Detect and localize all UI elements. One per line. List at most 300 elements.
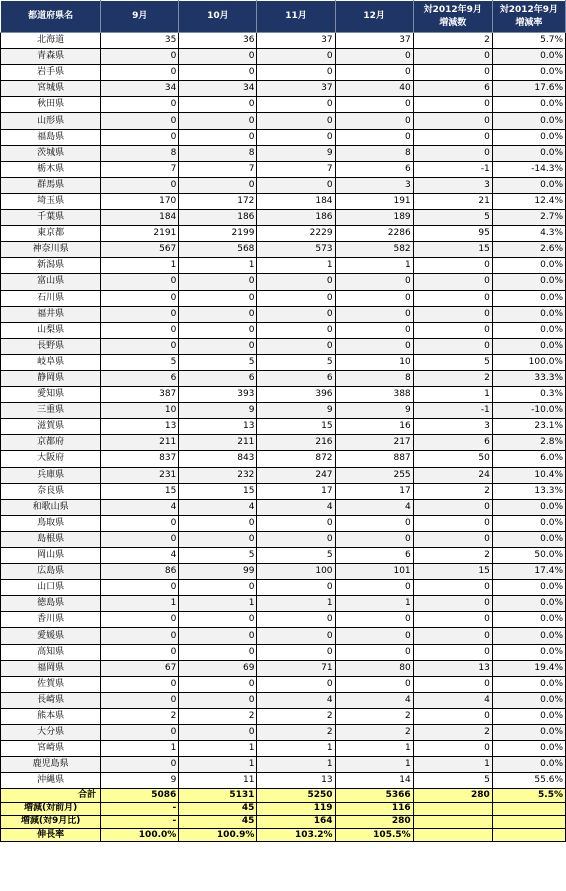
cell-nov-value: 4 [257, 499, 335, 515]
table-row [1, 33, 566, 49]
table-row [1, 387, 566, 403]
cell-prefecture-name: 山口県 [1, 580, 101, 596]
table-row [1, 81, 566, 97]
table-row [1, 97, 566, 113]
cell-sep-value: 0 [101, 628, 179, 644]
cell-nov-value: 0 [257, 580, 335, 596]
summary-change-rate [492, 828, 565, 841]
cell-change-rate: 0.0% [492, 628, 565, 644]
cell-oct-value: 0 [179, 580, 257, 596]
cell-dec-value: 0 [335, 322, 413, 338]
cell-oct-value: 4 [179, 499, 257, 515]
cell-prefecture-name: 沖縄県 [1, 773, 101, 789]
cell-oct-value: 1 [179, 741, 257, 757]
cell-oct-value: 6 [179, 370, 257, 386]
cell-change-rate: -14.3% [492, 161, 565, 177]
cell-nov-value: 2 [257, 725, 335, 741]
cell-nov-value: 2 [257, 708, 335, 724]
cell-change-count: -1 [413, 403, 492, 419]
cell-change-count: 24 [413, 467, 492, 483]
summary-nov-value: 5250 [257, 789, 335, 802]
table-row [1, 193, 566, 209]
table-row [1, 725, 566, 741]
cell-change-count: 95 [413, 226, 492, 242]
cell-sep-value: 0 [101, 322, 179, 338]
cell-dec-value: 0 [335, 531, 413, 547]
cell-nov-value: 0 [257, 531, 335, 547]
cell-nov-value: 0 [257, 290, 335, 306]
cell-oct-value: 0 [179, 290, 257, 306]
cell-dec-value: 1 [335, 596, 413, 612]
cell-oct-value: 13 [179, 419, 257, 435]
cell-change-count: 3 [413, 419, 492, 435]
header-row [1, 1, 566, 33]
summary-row [1, 828, 566, 841]
cell-change-count: 15 [413, 564, 492, 580]
cell-oct-value: 1 [179, 757, 257, 773]
cell-change-rate: -10.0% [492, 403, 565, 419]
cell-change-rate: 2.6% [492, 242, 565, 258]
table-row [1, 226, 566, 242]
table-row [1, 644, 566, 660]
cell-prefecture-name: 大分県 [1, 725, 101, 741]
cell-change-rate: 0.0% [492, 113, 565, 129]
cell-change-count: 0 [413, 580, 492, 596]
cell-nov-value: 872 [257, 451, 335, 467]
cell-change-count: 0 [413, 97, 492, 113]
cell-change-rate: 0.0% [492, 676, 565, 692]
table-row [1, 258, 566, 274]
cell-change-rate: 5.7% [492, 33, 565, 49]
cell-change-count: 2 [413, 548, 492, 564]
cell-oct-value: 8 [179, 145, 257, 161]
summary-prefecture-name: 合計 [1, 789, 101, 802]
cell-prefecture-name: 福岡県 [1, 660, 101, 676]
table-row [1, 596, 566, 612]
header-prefecture: 都道府県名 [1, 1, 101, 33]
cell-sep-value: 4 [101, 499, 179, 515]
cell-change-rate: 50.0% [492, 548, 565, 564]
cell-oct-value: 0 [179, 612, 257, 628]
cell-prefecture-name: 神奈川県 [1, 242, 101, 258]
cell-change-count: 0 [413, 129, 492, 145]
cell-prefecture-name: 山形県 [1, 113, 101, 129]
header-change-count: 対2012年9月 増減数 [413, 1, 492, 33]
cell-dec-value: 101 [335, 564, 413, 580]
cell-change-count: 0 [413, 322, 492, 338]
cell-sep-value: 1 [101, 741, 179, 757]
cell-nov-value: 0 [257, 515, 335, 531]
cell-sep-value: 0 [101, 676, 179, 692]
cell-change-rate: 0.0% [492, 708, 565, 724]
cell-sep-value: 0 [101, 338, 179, 354]
cell-sep-value: 170 [101, 193, 179, 209]
summary-change-count [413, 802, 492, 815]
cell-prefecture-name: 福井県 [1, 306, 101, 322]
table-row [1, 676, 566, 692]
cell-sep-value: 0 [101, 531, 179, 547]
cell-change-count: 2 [413, 33, 492, 49]
cell-sep-value: 0 [101, 177, 179, 193]
cell-change-count: 2 [413, 483, 492, 499]
cell-sep-value: 231 [101, 467, 179, 483]
cell-oct-value: 0 [179, 177, 257, 193]
cell-oct-value: 0 [179, 692, 257, 708]
cell-dec-value: 0 [335, 338, 413, 354]
table-row [1, 708, 566, 724]
cell-prefecture-name: 青森県 [1, 49, 101, 65]
cell-oct-value: 0 [179, 676, 257, 692]
cell-change-count: 6 [413, 81, 492, 97]
cell-change-rate: 0.0% [492, 322, 565, 338]
cell-change-count: 0 [413, 628, 492, 644]
table-row [1, 161, 566, 177]
cell-dec-value: 16 [335, 419, 413, 435]
summary-nov-value: 164 [257, 815, 335, 828]
table-row [1, 515, 566, 531]
cell-prefecture-name: 長崎県 [1, 692, 101, 708]
cell-dec-value: 0 [335, 274, 413, 290]
cell-oct-value: 0 [179, 129, 257, 145]
summary-prefecture-name: 伸長率 [1, 828, 101, 841]
cell-sep-value: 837 [101, 451, 179, 467]
cell-nov-value: 0 [257, 676, 335, 692]
summary-row [1, 789, 566, 802]
cell-dec-value: 4 [335, 692, 413, 708]
cell-nov-value: 216 [257, 435, 335, 451]
cell-sep-value: 10 [101, 403, 179, 419]
cell-nov-value: 1 [257, 258, 335, 274]
cell-nov-value: 2229 [257, 226, 335, 242]
cell-prefecture-name: 熊本県 [1, 708, 101, 724]
cell-dec-value: 189 [335, 210, 413, 226]
summary-nov-value: 119 [257, 802, 335, 815]
cell-change-rate: 0.0% [492, 258, 565, 274]
table-row [1, 370, 566, 386]
cell-dec-value: 40 [335, 81, 413, 97]
cell-dec-value: 0 [335, 113, 413, 129]
cell-dec-value: 2286 [335, 226, 413, 242]
cell-sep-value: 0 [101, 306, 179, 322]
cell-oct-value: 0 [179, 274, 257, 290]
cell-change-rate: 0.0% [492, 129, 565, 145]
cell-sep-value: 13 [101, 419, 179, 435]
table-row [1, 354, 566, 370]
cell-dec-value: 0 [335, 65, 413, 81]
cell-change-rate: 0.0% [492, 97, 565, 113]
summary-oct-value: 45 [179, 815, 257, 828]
cell-oct-value: 0 [179, 338, 257, 354]
summary-nov-value: 103.2% [257, 828, 335, 841]
cell-dec-value: 0 [335, 97, 413, 113]
table-row [1, 210, 566, 226]
cell-oct-value: 232 [179, 467, 257, 483]
cell-sep-value: 184 [101, 210, 179, 226]
cell-sep-value: 0 [101, 97, 179, 113]
cell-change-rate: 17.6% [492, 81, 565, 97]
cell-change-count: 0 [413, 499, 492, 515]
summary-sep-value: - [101, 815, 179, 828]
cell-change-count: 0 [413, 274, 492, 290]
cell-change-count: 5 [413, 210, 492, 226]
table-row [1, 773, 566, 789]
cell-change-count: 6 [413, 435, 492, 451]
cell-nov-value: 9 [257, 145, 335, 161]
cell-nov-value: 0 [257, 97, 335, 113]
cell-nov-value: 573 [257, 242, 335, 258]
cell-dec-value: 887 [335, 451, 413, 467]
cell-dec-value: 10 [335, 354, 413, 370]
cell-prefecture-name: 茨城県 [1, 145, 101, 161]
cell-nov-value: 0 [257, 612, 335, 628]
cell-prefecture-name: 福島県 [1, 129, 101, 145]
cell-dec-value: 0 [335, 49, 413, 65]
table-row [1, 403, 566, 419]
summary-dec-value: 116 [335, 802, 413, 815]
cell-change-count: 0 [413, 676, 492, 692]
cell-change-rate: 6.0% [492, 451, 565, 467]
cell-dec-value: 217 [335, 435, 413, 451]
cell-oct-value: 0 [179, 65, 257, 81]
cell-prefecture-name: 長野県 [1, 338, 101, 354]
header-change-rate: 対2012年9月 増減率 [492, 1, 565, 33]
cell-prefecture-name: 鳥取県 [1, 515, 101, 531]
header-december: 12月 [335, 1, 413, 33]
cell-nov-value: 1 [257, 596, 335, 612]
cell-change-rate: 13.3% [492, 483, 565, 499]
cell-sep-value: 2 [101, 708, 179, 724]
table-row [1, 274, 566, 290]
cell-prefecture-name: 滋賀県 [1, 419, 101, 435]
cell-change-rate: 0.0% [492, 692, 565, 708]
cell-nov-value: 17 [257, 483, 335, 499]
cell-oct-value: 5 [179, 548, 257, 564]
header-october: 10月 [179, 1, 257, 33]
cell-sep-value: 67 [101, 660, 179, 676]
cell-nov-value: 37 [257, 81, 335, 97]
cell-oct-value: 393 [179, 387, 257, 403]
cell-nov-value: 0 [257, 113, 335, 129]
cell-oct-value: 15 [179, 483, 257, 499]
summary-oct-value: 45 [179, 802, 257, 815]
cell-dec-value: 0 [335, 306, 413, 322]
cell-oct-value: 11 [179, 773, 257, 789]
cell-oct-value: 1 [179, 258, 257, 274]
cell-oct-value: 5 [179, 354, 257, 370]
cell-prefecture-name: 島根県 [1, 531, 101, 547]
cell-oct-value: 9 [179, 403, 257, 419]
table-row [1, 338, 566, 354]
cell-dec-value: 1 [335, 258, 413, 274]
cell-dec-value: 2 [335, 725, 413, 741]
summary-dec-value: 5366 [335, 789, 413, 802]
cell-sep-value: 9 [101, 773, 179, 789]
cell-change-count: 50 [413, 451, 492, 467]
cell-prefecture-name: 大阪府 [1, 451, 101, 467]
cell-change-count: 0 [413, 515, 492, 531]
cell-dec-value: 0 [335, 129, 413, 145]
cell-sep-value: 567 [101, 242, 179, 258]
cell-nov-value: 0 [257, 338, 335, 354]
table-row [1, 564, 566, 580]
cell-oct-value: 0 [179, 49, 257, 65]
cell-sep-value: 6 [101, 370, 179, 386]
cell-oct-value: 7 [179, 161, 257, 177]
cell-change-rate: 0.0% [492, 499, 565, 515]
cell-oct-value: 211 [179, 435, 257, 451]
cell-prefecture-name: 奈良県 [1, 483, 101, 499]
cell-change-count: 0 [413, 596, 492, 612]
cell-dec-value: 191 [335, 193, 413, 209]
cell-sep-value: 34 [101, 81, 179, 97]
cell-dec-value: 17 [335, 483, 413, 499]
cell-change-rate: 19.4% [492, 660, 565, 676]
summary-change-rate [492, 802, 565, 815]
cell-oct-value: 186 [179, 210, 257, 226]
cell-nov-value: 396 [257, 387, 335, 403]
table-body [1, 33, 566, 789]
cell-change-rate: 0.0% [492, 306, 565, 322]
cell-dec-value: 0 [335, 515, 413, 531]
cell-sep-value: 0 [101, 515, 179, 531]
summary-row [1, 802, 566, 815]
cell-dec-value: 0 [335, 676, 413, 692]
cell-nov-value: 0 [257, 322, 335, 338]
cell-change-count: 0 [413, 258, 492, 274]
cell-prefecture-name: 岐阜県 [1, 354, 101, 370]
cell-change-rate: 23.1% [492, 419, 565, 435]
cell-oct-value: 69 [179, 660, 257, 676]
cell-sep-value: 35 [101, 33, 179, 49]
table-row [1, 580, 566, 596]
cell-nov-value: 9 [257, 403, 335, 419]
cell-prefecture-name: 新潟県 [1, 258, 101, 274]
cell-change-rate: 0.0% [492, 644, 565, 660]
cell-oct-value: 36 [179, 33, 257, 49]
cell-prefecture-name: 宮城県 [1, 81, 101, 97]
cell-dec-value: 4 [335, 499, 413, 515]
cell-change-count: 0 [413, 49, 492, 65]
cell-dec-value: 6 [335, 548, 413, 564]
cell-change-rate: 0.0% [492, 741, 565, 757]
cell-dec-value: 9 [335, 403, 413, 419]
cell-oct-value: 0 [179, 644, 257, 660]
cell-sep-value: 211 [101, 435, 179, 451]
cell-sep-value: 7 [101, 161, 179, 177]
cell-nov-value: 184 [257, 193, 335, 209]
cell-dec-value: 0 [335, 628, 413, 644]
cell-change-rate: 100.0% [492, 354, 565, 370]
cell-change-count: 0 [413, 741, 492, 757]
cell-sep-value: 0 [101, 692, 179, 708]
cell-change-rate: 33.3% [492, 370, 565, 386]
cell-change-rate: 0.0% [492, 290, 565, 306]
cell-sep-value: 387 [101, 387, 179, 403]
cell-dec-value: 1 [335, 741, 413, 757]
cell-change-rate: 0.0% [492, 531, 565, 547]
cell-sep-value: 5 [101, 354, 179, 370]
cell-change-rate: 0.0% [492, 757, 565, 773]
cell-oct-value: 34 [179, 81, 257, 97]
cell-change-rate: 10.4% [492, 467, 565, 483]
cell-nov-value: 37 [257, 33, 335, 49]
cell-change-count: 0 [413, 708, 492, 724]
cell-dec-value: 8 [335, 145, 413, 161]
cell-nov-value: 0 [257, 628, 335, 644]
cell-prefecture-name: 北海道 [1, 33, 101, 49]
cell-oct-value: 0 [179, 628, 257, 644]
table-row [1, 499, 566, 515]
cell-dec-value: 3 [335, 177, 413, 193]
cell-change-count: 0 [413, 65, 492, 81]
cell-change-count: 2 [413, 725, 492, 741]
cell-dec-value: 80 [335, 660, 413, 676]
cell-oct-value: 0 [179, 531, 257, 547]
summary-row [1, 815, 566, 828]
summary-dec-value: 105.5% [335, 828, 413, 841]
cell-sep-value: 1 [101, 258, 179, 274]
cell-prefecture-name: 岩手県 [1, 65, 101, 81]
cell-sep-value: 0 [101, 49, 179, 65]
cell-change-count: 0 [413, 113, 492, 129]
cell-change-rate: 0.0% [492, 274, 565, 290]
cell-oct-value: 843 [179, 451, 257, 467]
cell-prefecture-name: 鹿児島県 [1, 757, 101, 773]
cell-dec-value: 8 [335, 370, 413, 386]
cell-oct-value: 0 [179, 306, 257, 322]
cell-sep-value: 1 [101, 596, 179, 612]
cell-change-rate: 0.0% [492, 177, 565, 193]
cell-nov-value: 15 [257, 419, 335, 435]
cell-change-count: 2 [413, 370, 492, 386]
table-row [1, 419, 566, 435]
cell-prefecture-name: 愛知県 [1, 387, 101, 403]
cell-sep-value: 0 [101, 644, 179, 660]
summary-change-rate: 5.5% [492, 789, 565, 802]
cell-nov-value: 100 [257, 564, 335, 580]
cell-change-count: 0 [413, 531, 492, 547]
cell-nov-value: 0 [257, 306, 335, 322]
cell-nov-value: 1 [257, 741, 335, 757]
table-row [1, 451, 566, 467]
cell-dec-value: 37 [335, 33, 413, 49]
cell-change-rate: 12.4% [492, 193, 565, 209]
cell-nov-value: 7 [257, 161, 335, 177]
cell-sep-value: 0 [101, 580, 179, 596]
table-row [1, 322, 566, 338]
cell-change-count: 0 [413, 612, 492, 628]
cell-dec-value: 2 [335, 708, 413, 724]
cell-oct-value: 1 [179, 596, 257, 612]
table-row [1, 49, 566, 65]
table-row [1, 660, 566, 676]
cell-change-rate: 0.0% [492, 725, 565, 741]
cell-change-rate: 0.0% [492, 596, 565, 612]
cell-nov-value: 0 [257, 49, 335, 65]
cell-nov-value: 0 [257, 274, 335, 290]
summary-change-count [413, 815, 492, 828]
cell-prefecture-name: 広島県 [1, 564, 101, 580]
cell-prefecture-name: 山梨県 [1, 322, 101, 338]
cell-change-rate: 4.3% [492, 226, 565, 242]
cell-prefecture-name: 富山県 [1, 274, 101, 290]
cell-nov-value: 4 [257, 692, 335, 708]
table-row [1, 435, 566, 451]
cell-sep-value: 0 [101, 113, 179, 129]
cell-change-rate: 0.0% [492, 515, 565, 531]
cell-nov-value: 5 [257, 548, 335, 564]
table-row [1, 692, 566, 708]
